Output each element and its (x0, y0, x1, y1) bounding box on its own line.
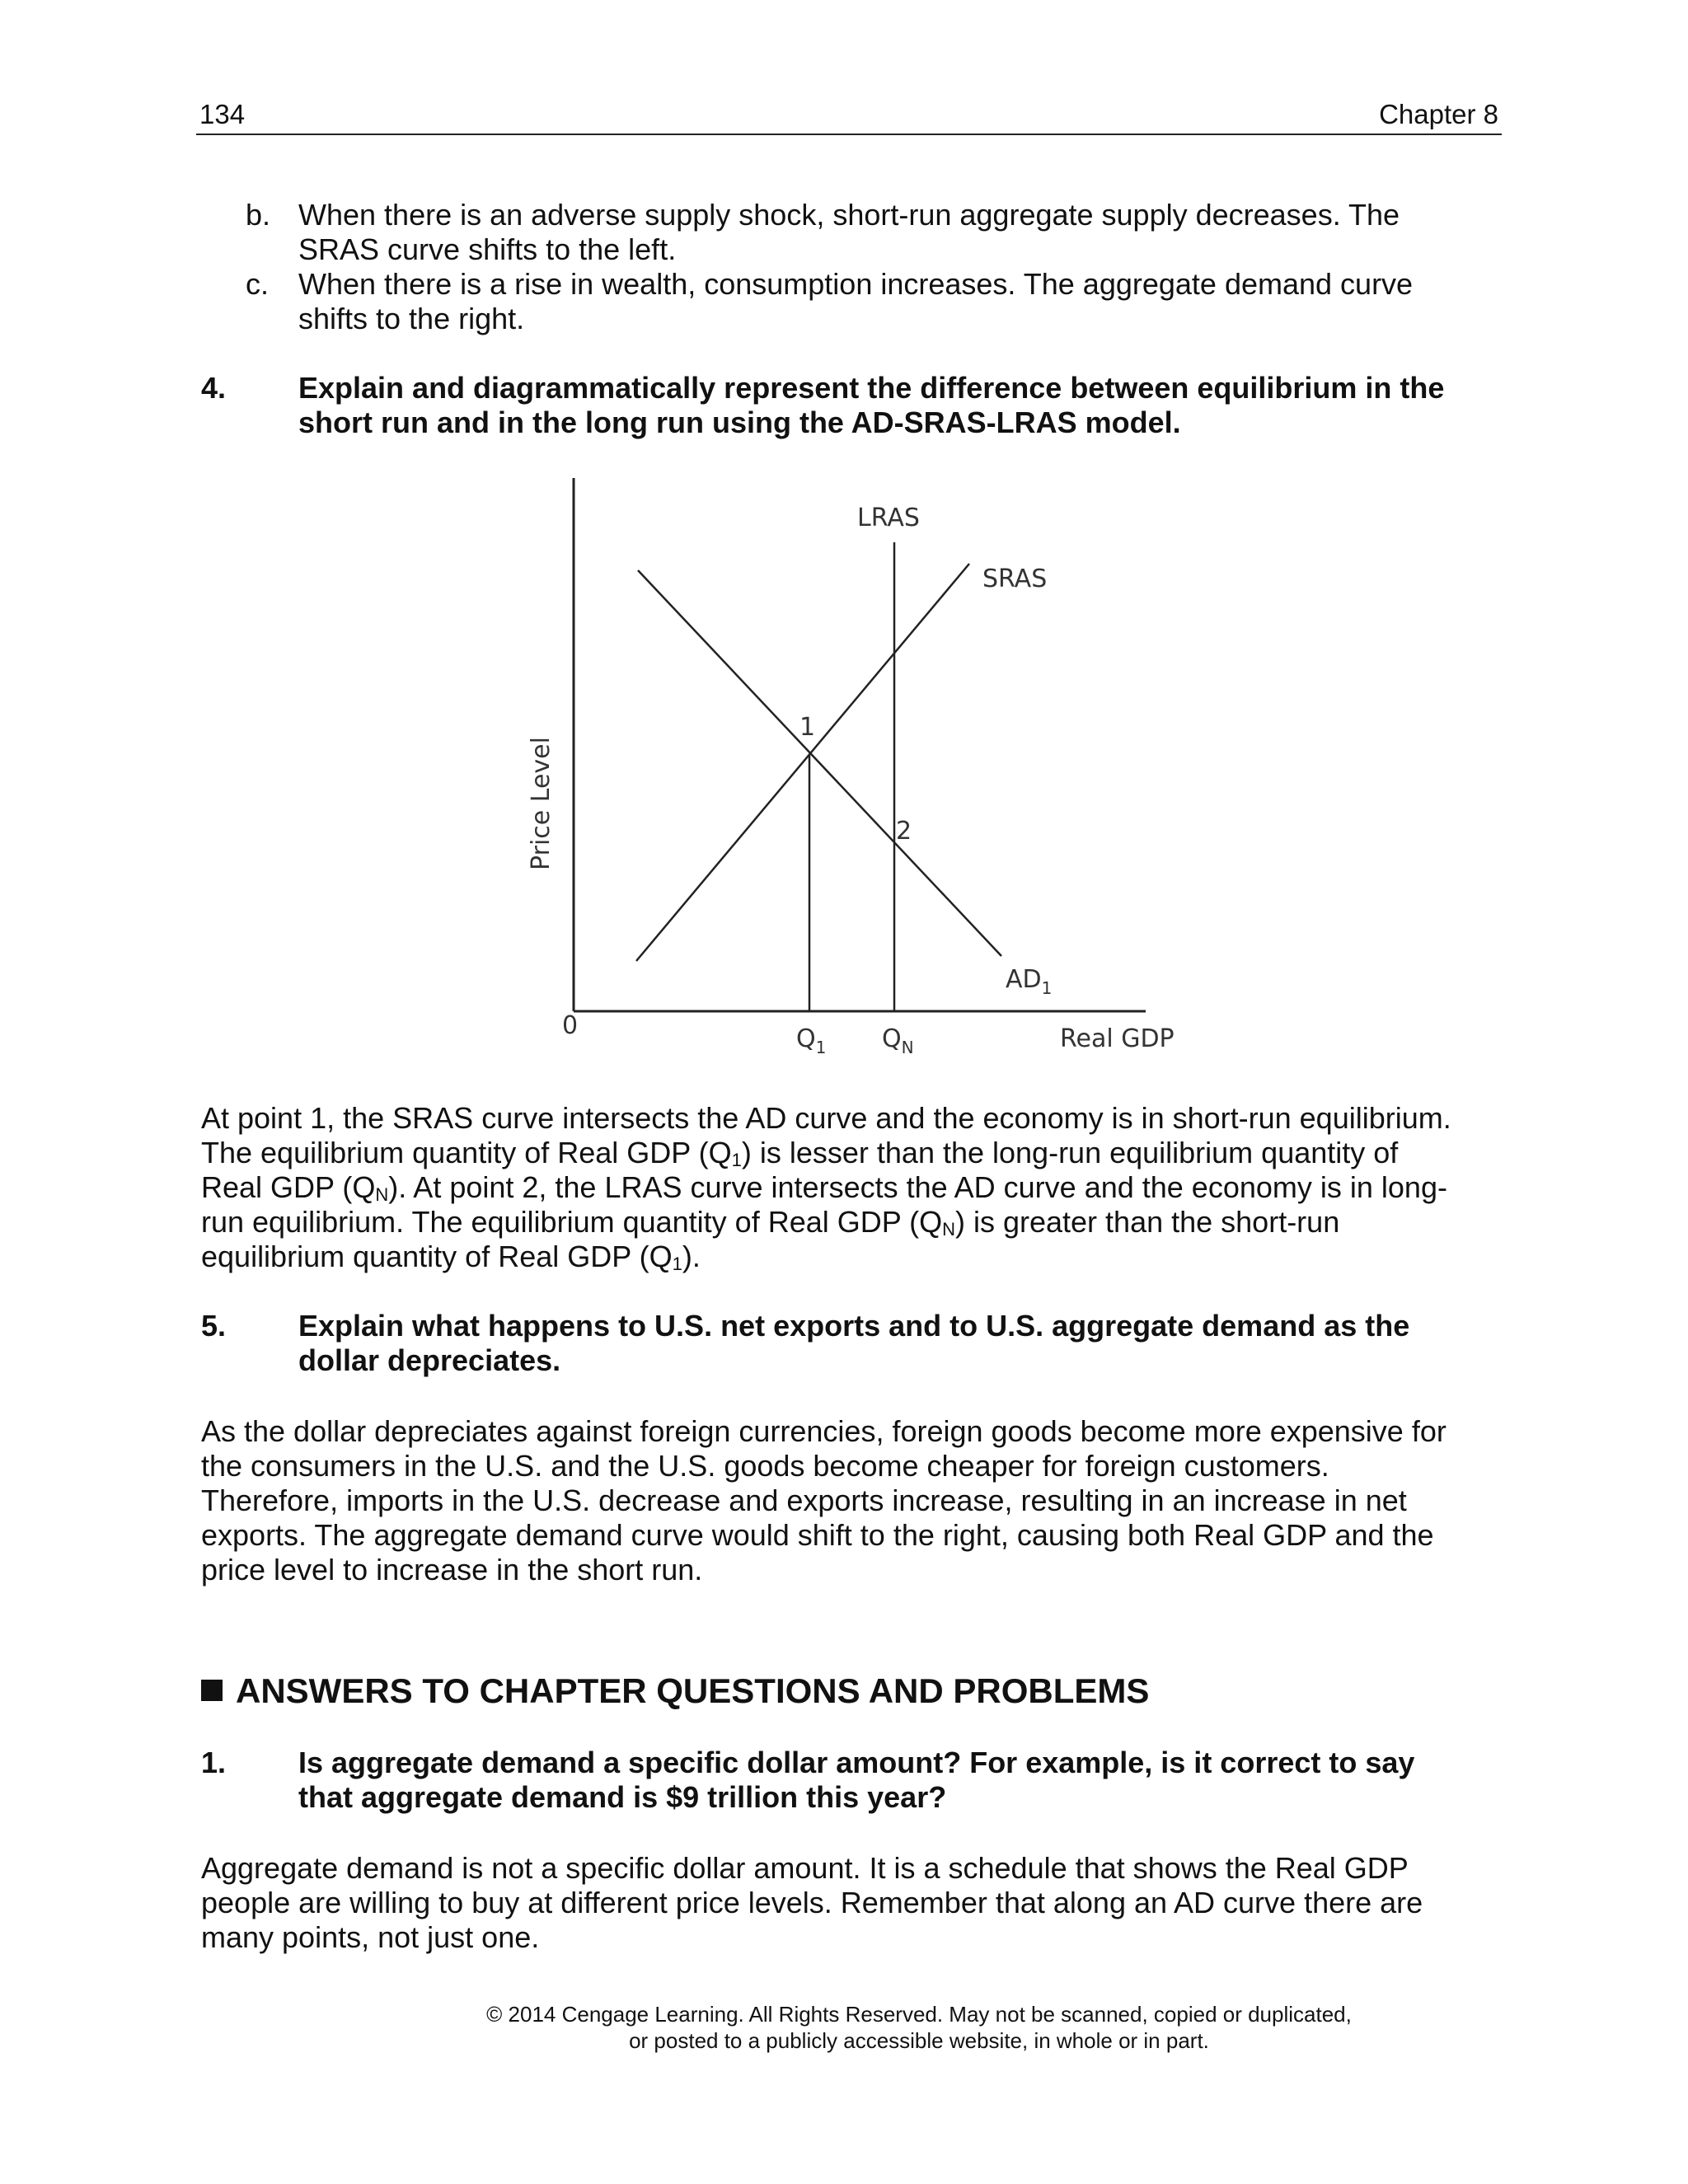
copyright-footer (462, 2001, 1376, 2054)
list-item-line: When there is an adverse supply shock, short-run aggregate supply decreases. The (298, 198, 1400, 232)
answer-line: the consumers in the U.S. and the U.S. goods become cheaper for foreign customers. (201, 1449, 1329, 1483)
lras-label: LRAS (857, 504, 920, 532)
list-item-text (298, 267, 1477, 336)
point-1-label: 1 (799, 713, 816, 742)
answer-4 (201, 1101, 1503, 1274)
square-bullet-icon (201, 1680, 223, 1701)
section-title: ANSWERS TO CHAPTER QUESTIONS AND PROBLEMS (236, 1671, 1150, 1710)
question-line: Explain what happens to U.S. net exports and to U.S. aggregate demand as the (298, 1309, 1410, 1343)
chapter-answer-1 (201, 1851, 1503, 1955)
question-line: dollar depreciates. (298, 1343, 561, 1377)
section-heading (201, 1671, 1149, 1711)
answer-line: The equilibrium quantity of Real GDP $(Q_1)$ is lesser than the long-run equilibrium quantity of (201, 1136, 1399, 1170)
question-number: 4. (201, 371, 227, 405)
answer-line: At point 1, the SRAS curve intersects the AD curve and the economy is in short-run equilibrium. (201, 1101, 1451, 1135)
ad-sras-lras-diagram (495, 470, 1187, 1063)
answer-line: run equilibrium. The equilibrium quantity of Real GDP $(Q_N)$ is greater than the short-run (201, 1205, 1340, 1240)
list-item-line: shifts to the right. (298, 302, 525, 335)
origin-label: 0 (562, 1011, 579, 1040)
answer-line: exports. The aggregate demand curve would shift to the right, causing both Real GDP and the (201, 1518, 1434, 1552)
y-axis-label: Price Level (527, 737, 556, 870)
page-number: 134 (199, 99, 246, 129)
footer-line: or posted to a publicly accessible website, in whole or in part. (629, 2028, 1209, 2053)
answer-line: Therefore, imports in the U.S. decrease and exports increase, resulting in an increase in net (201, 1483, 1407, 1517)
point-2-label: 2 (896, 817, 912, 846)
answer-line: people are willing to buy at different price levels. Remember that along an AD curve there are (201, 1886, 1423, 1919)
answer-line: Real GDP $(Q_N)$. At point 2, the LRAS curve intersects the AD curve and the economy is in long- (201, 1170, 1447, 1205)
list-item-label: c. (246, 267, 270, 301)
answer-line: Aggregate demand is not a specific dollar amount. It is a schedule that shows the Real GDP (201, 1851, 1409, 1885)
sras-label: SRAS (982, 565, 1048, 593)
question-number: 5. (201, 1309, 227, 1343)
sras-curve (636, 564, 969, 961)
page-header (196, 97, 1502, 135)
ad-curve (638, 570, 1001, 956)
answer-line: many points, not just one. (201, 1920, 540, 1954)
question-line: Is aggregate demand a specific dollar amount? For example, is it correct to say (298, 1746, 1415, 1779)
footer-line: © 2014 Cengage Learning. All Rights Reserved. May not be scanned, copied or duplicated, (486, 2002, 1352, 2027)
answer-line: equilibrium quantity of Real GDP $(Q_1)$. (201, 1240, 701, 1274)
chapter-title: Chapter 8 (1379, 99, 1498, 129)
x-axis-label: Real GDP (1060, 1024, 1175, 1053)
qn-label: $Q_N$ (882, 1024, 914, 1057)
question-line: that aggregate demand is $9 trillion this year? (298, 1780, 947, 1814)
list-item-line: SRAS curve shifts to the left. (298, 232, 677, 266)
list-item-text (298, 198, 1477, 267)
list-item-line: When there is a rise in wealth, consumption increases. The aggregate demand curve (298, 267, 1414, 301)
answer-line: As the dollar depreciates against foreign currencies, foreign goods become more expensive for (201, 1414, 1447, 1448)
question-number: 1. (201, 1746, 227, 1779)
question-text (298, 371, 1510, 440)
answer-line: price level to increase in the short run. (201, 1553, 703, 1586)
q1-label: $Q_1$ (796, 1024, 827, 1057)
answer-5 (201, 1414, 1503, 1587)
question-line: short run and in the long run using the AD-SRAS-LRAS model. (298, 405, 1181, 439)
question-line: Explain and diagrammatically represent the difference between equilibrium in the (298, 371, 1445, 405)
question-text (298, 1309, 1510, 1378)
ad-label: $AD_1$ (1006, 965, 1053, 998)
list-item-label: b. (246, 198, 271, 232)
question-text (298, 1746, 1510, 1815)
